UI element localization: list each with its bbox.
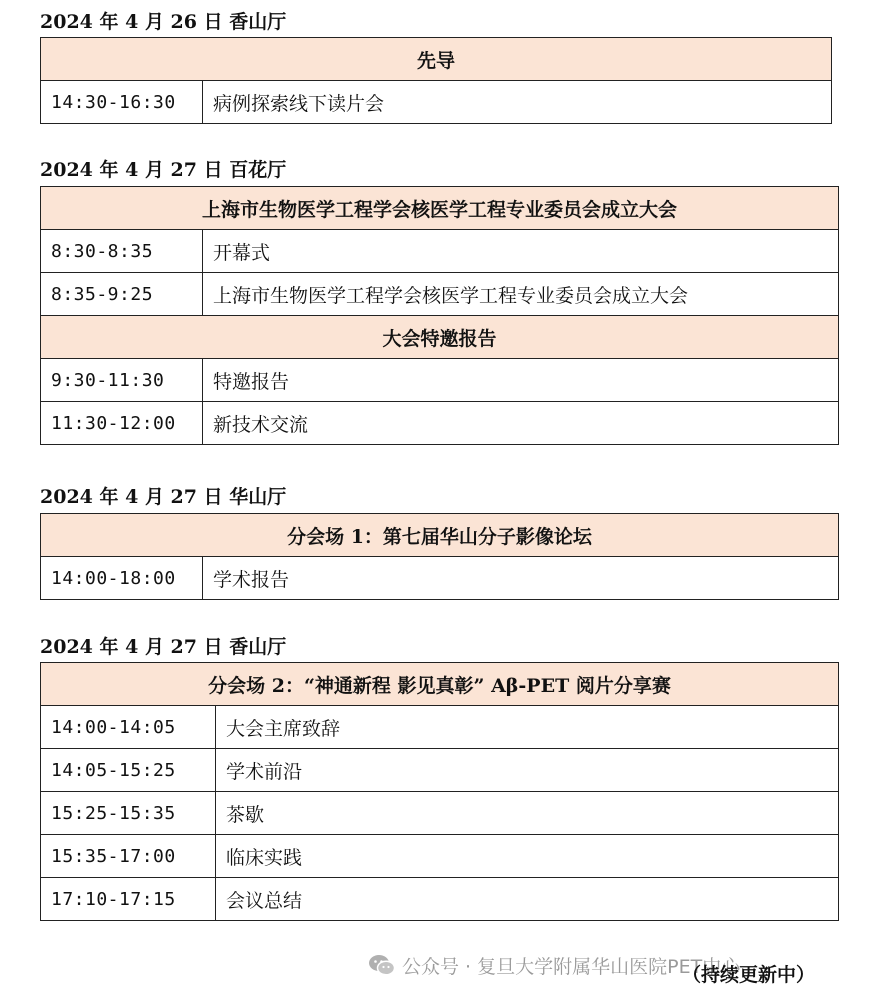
time-cell: 11:30-12:00: [41, 402, 203, 445]
agenda-item-cell: 大会主席致辞: [216, 706, 839, 749]
agenda-item-cell: 新技术交流: [203, 402, 839, 445]
section-date-heading: 2024 年 4 月 26 日 香山厅: [40, 11, 287, 33]
schedule-table: [40, 513, 839, 600]
agenda-item-cell: 特邀报告: [203, 359, 839, 402]
session-header: 分会场 1：第七届华山分子影像论坛: [41, 514, 839, 557]
session-header: 大会特邀报告: [41, 316, 839, 359]
time-cell: 8:35-9:25: [41, 273, 203, 316]
time-cell: 17:10-17:15: [41, 878, 216, 921]
table-header-row: [41, 316, 839, 359]
wechat-icon: [368, 953, 396, 982]
agenda-item-cell: 病例探索线下读片会: [203, 81, 832, 124]
update-note: （持续更新中）: [682, 964, 816, 986]
table-row: [41, 749, 839, 792]
time-cell: 14:00-14:05: [41, 706, 216, 749]
time-cell: 8:30-8:35: [41, 230, 203, 273]
time-cell: 15:35-17:00: [41, 835, 216, 878]
agenda-item-cell: 临床实践: [216, 835, 839, 878]
table-row: [41, 230, 839, 273]
agenda-item-cell: 茶歇: [216, 792, 839, 835]
table-row: [41, 878, 839, 921]
time-cell: 14:00-18:00: [41, 557, 203, 600]
time-cell: 14:05-15:25: [41, 749, 216, 792]
time-cell: 9:30-11:30: [41, 359, 203, 402]
table-row: [41, 835, 839, 878]
watermark-text: 公众号 · 复旦大学附属华山医院PET中心: [402, 956, 741, 978]
time-cell: 14:30-16:30: [41, 81, 203, 124]
session-header: 分会场 2：“神通新程 影见真彰” Aβ-PET 阅片分享赛: [41, 663, 839, 706]
table-header-row: [41, 187, 839, 230]
table-row: [41, 81, 832, 124]
table-row: [41, 359, 839, 402]
table-row: [41, 706, 839, 749]
schedule-table: [40, 37, 832, 124]
agenda-item-cell: 学术报告: [203, 557, 839, 600]
session-header: 先导: [41, 38, 832, 81]
section-date-heading: 2024 年 4 月 27 日 百花厅: [40, 159, 287, 181]
table-header-row: [41, 663, 839, 706]
section-date-heading: 2024 年 4 月 27 日 香山厅: [40, 636, 287, 658]
schedule-table: [40, 662, 839, 921]
schedule-table: [40, 186, 839, 445]
agenda-item-cell: 会议总结: [216, 878, 839, 921]
table-header-row: [41, 514, 839, 557]
session-header: 上海市生物医学工程学会核医学工程专业委员会成立大会: [41, 187, 839, 230]
agenda-item-cell: 开幕式: [203, 230, 839, 273]
section-date-heading: 2024 年 4 月 27 日 华山厅: [40, 486, 287, 508]
agenda-item-cell: 上海市生物医学工程学会核医学工程专业委员会成立大会: [203, 273, 839, 316]
table-row: [41, 792, 839, 835]
time-cell: 15:25-15:35: [41, 792, 216, 835]
table-row: [41, 273, 839, 316]
table-row: [41, 557, 839, 600]
table-row: [41, 402, 839, 445]
table-header-row: [41, 38, 832, 81]
agenda-item-cell: 学术前沿: [216, 749, 839, 792]
